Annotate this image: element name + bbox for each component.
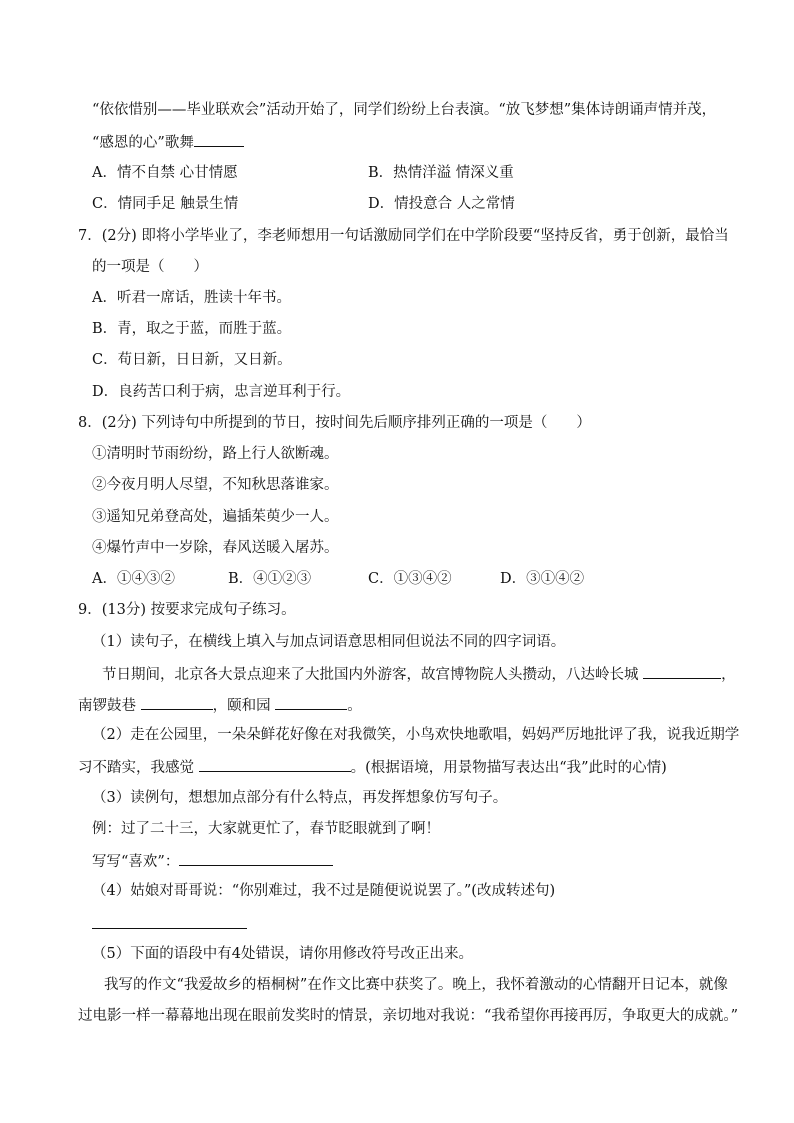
q9-blank-badaling[interactable] [643,663,721,679]
q8-item-3: ③遥知兄弟登高处，遍插茱萸少一人。 [92,509,339,525]
q7-option-d[interactable]: D．良药苦口利于病，忠言逆耳利于行。 [92,384,351,400]
q8-option-a[interactable]: A．①④③② [92,571,175,587]
q6-option-a[interactable]: A．情不自禁 心甘情愿 [92,165,238,181]
q7-option-a[interactable]: A．听君一席话，胜读十年书。 [92,290,291,306]
q6-stem-line1: “依依惜别——毕业联欢会”活动开始了，同学们纷纷上台表演。“放飞梦想”集体诗朗诵声情并茂， [92,102,717,118]
q9-part1-line1: 节日期间，北京各大景点迎来了大批国内外游客，故宫博物院人头攒动，八达岭长城 ， [102,663,736,685]
q7-option-c[interactable]: C．苟日新，日日新，又日新。 [92,352,292,368]
q9-part3-write-label: 写写“喜欢”： [92,854,180,870]
q9-blank-xihuan[interactable] [179,850,333,866]
q6-option-b[interactable]: B．热情洋溢 情深义重 [368,165,514,181]
q9-part4-title: （4）姑娘对哥哥说：“你别难过，我不过是随便说说罢了。”(改成转述句) [92,883,556,899]
q8-item-4: ④爆竹声中一岁除，春风送暖入屠苏。 [92,540,339,556]
q6-stem-text: “感恩的心”歌舞 [92,135,194,151]
q8-option-b[interactable]: B．④①②③ [228,571,312,587]
q9-part5-title: （5）下面的语段中有4处错误，请你用修改符号改正出来。 [92,946,473,962]
q9-blank-nanluoguxiang[interactable] [141,694,213,710]
q9-part2-line2 [78,756,667,778]
q8-stem: 8．(2分) 下列诗句中所提到的节日，按时间先后顺序排列正确的一项是（ ） [78,415,591,431]
q8-option-c[interactable]: C．①③④② [368,571,452,587]
q9-blank-reported-speech[interactable] [92,913,247,929]
q9-blank-feeling[interactable] [199,756,351,772]
q9-part5-line1: 我写的作文“我爱故乡的梧桐树”在作文比赛中获奖了。晚上，我怀着激动的心情翻开日记本，就像 [104,977,728,993]
q7-stem-line1: 7．(2分) 即将小学毕业了，李老师想用一句话激励同学们在中学阶段要“坚持反省，勇于创新，最恰当 [78,228,729,244]
q9-part1-line2a: 南锣鼓巷 [78,698,136,714]
q7-option-b[interactable]: B．青，取之于蓝，而胜于蓝。 [92,321,292,337]
q9-part3-title: （3）读例句，想想加点部分有什么特点，再发挥想象仿写句子。 [92,790,508,806]
q9-part2-line1: （2）走在公园里，一朵朵鲜花好像在对我微笑，小鸟欢快地歌唱，妈妈严厉地批评了我，说我近期学 [92,727,740,743]
q9-part2-line2a: 习不踏实，我感觉 [78,760,194,776]
q9-part1-title: （1）读句子，在横线上填入与加点词语意思相同但说法不同的四字词语。 [92,634,566,650]
q9-part3-example: 例：过了二十三，大家就更忙了，春节眨眼就到了啊！ [92,821,440,837]
q9-blank-yiheyuan[interactable] [275,694,347,710]
q8-option-d[interactable]: D．③①④② [500,571,585,587]
q9-part1-line2: 南锣鼓巷 ，颐和园 。 [78,694,362,716]
q6-answer-blank[interactable] [194,131,244,147]
q7-stem-line2: 的一项是（ ） [92,259,208,275]
q9-stem: 9．(13分) 按要求完成句子练习。 [78,602,296,618]
q9-part2-line2b: 。(根据语境，用景物描写表达出“我”此时的心情) [350,760,667,776]
q9-part1-line2b: ，颐和园 [212,698,271,714]
q6-option-d[interactable]: D．情投意合 人之常情 [368,196,515,212]
q8-item-1: ①清明时节雨纷纷，路上行人欲断魂。 [92,446,339,462]
q6-stem-line2 [92,131,244,153]
q8-item-2: ②今夜月明人尽望，不知秋思落谁家。 [92,477,339,493]
q9-part3-write [92,850,333,872]
q9-part5-line2: 过电影一样一幕幕地出现在眼前发奖时的情景，亲切地对我说：“我希望你再接再厉，争取更大的成就。” [78,1008,739,1024]
q6-option-c[interactable]: C．情同手足 触景生情 [92,196,239,212]
q9-part1-line1-text: 节日期间，北京各大景点迎来了大批国内外游客，故宫博物院人头攒动，八达岭长城 [102,667,639,683]
